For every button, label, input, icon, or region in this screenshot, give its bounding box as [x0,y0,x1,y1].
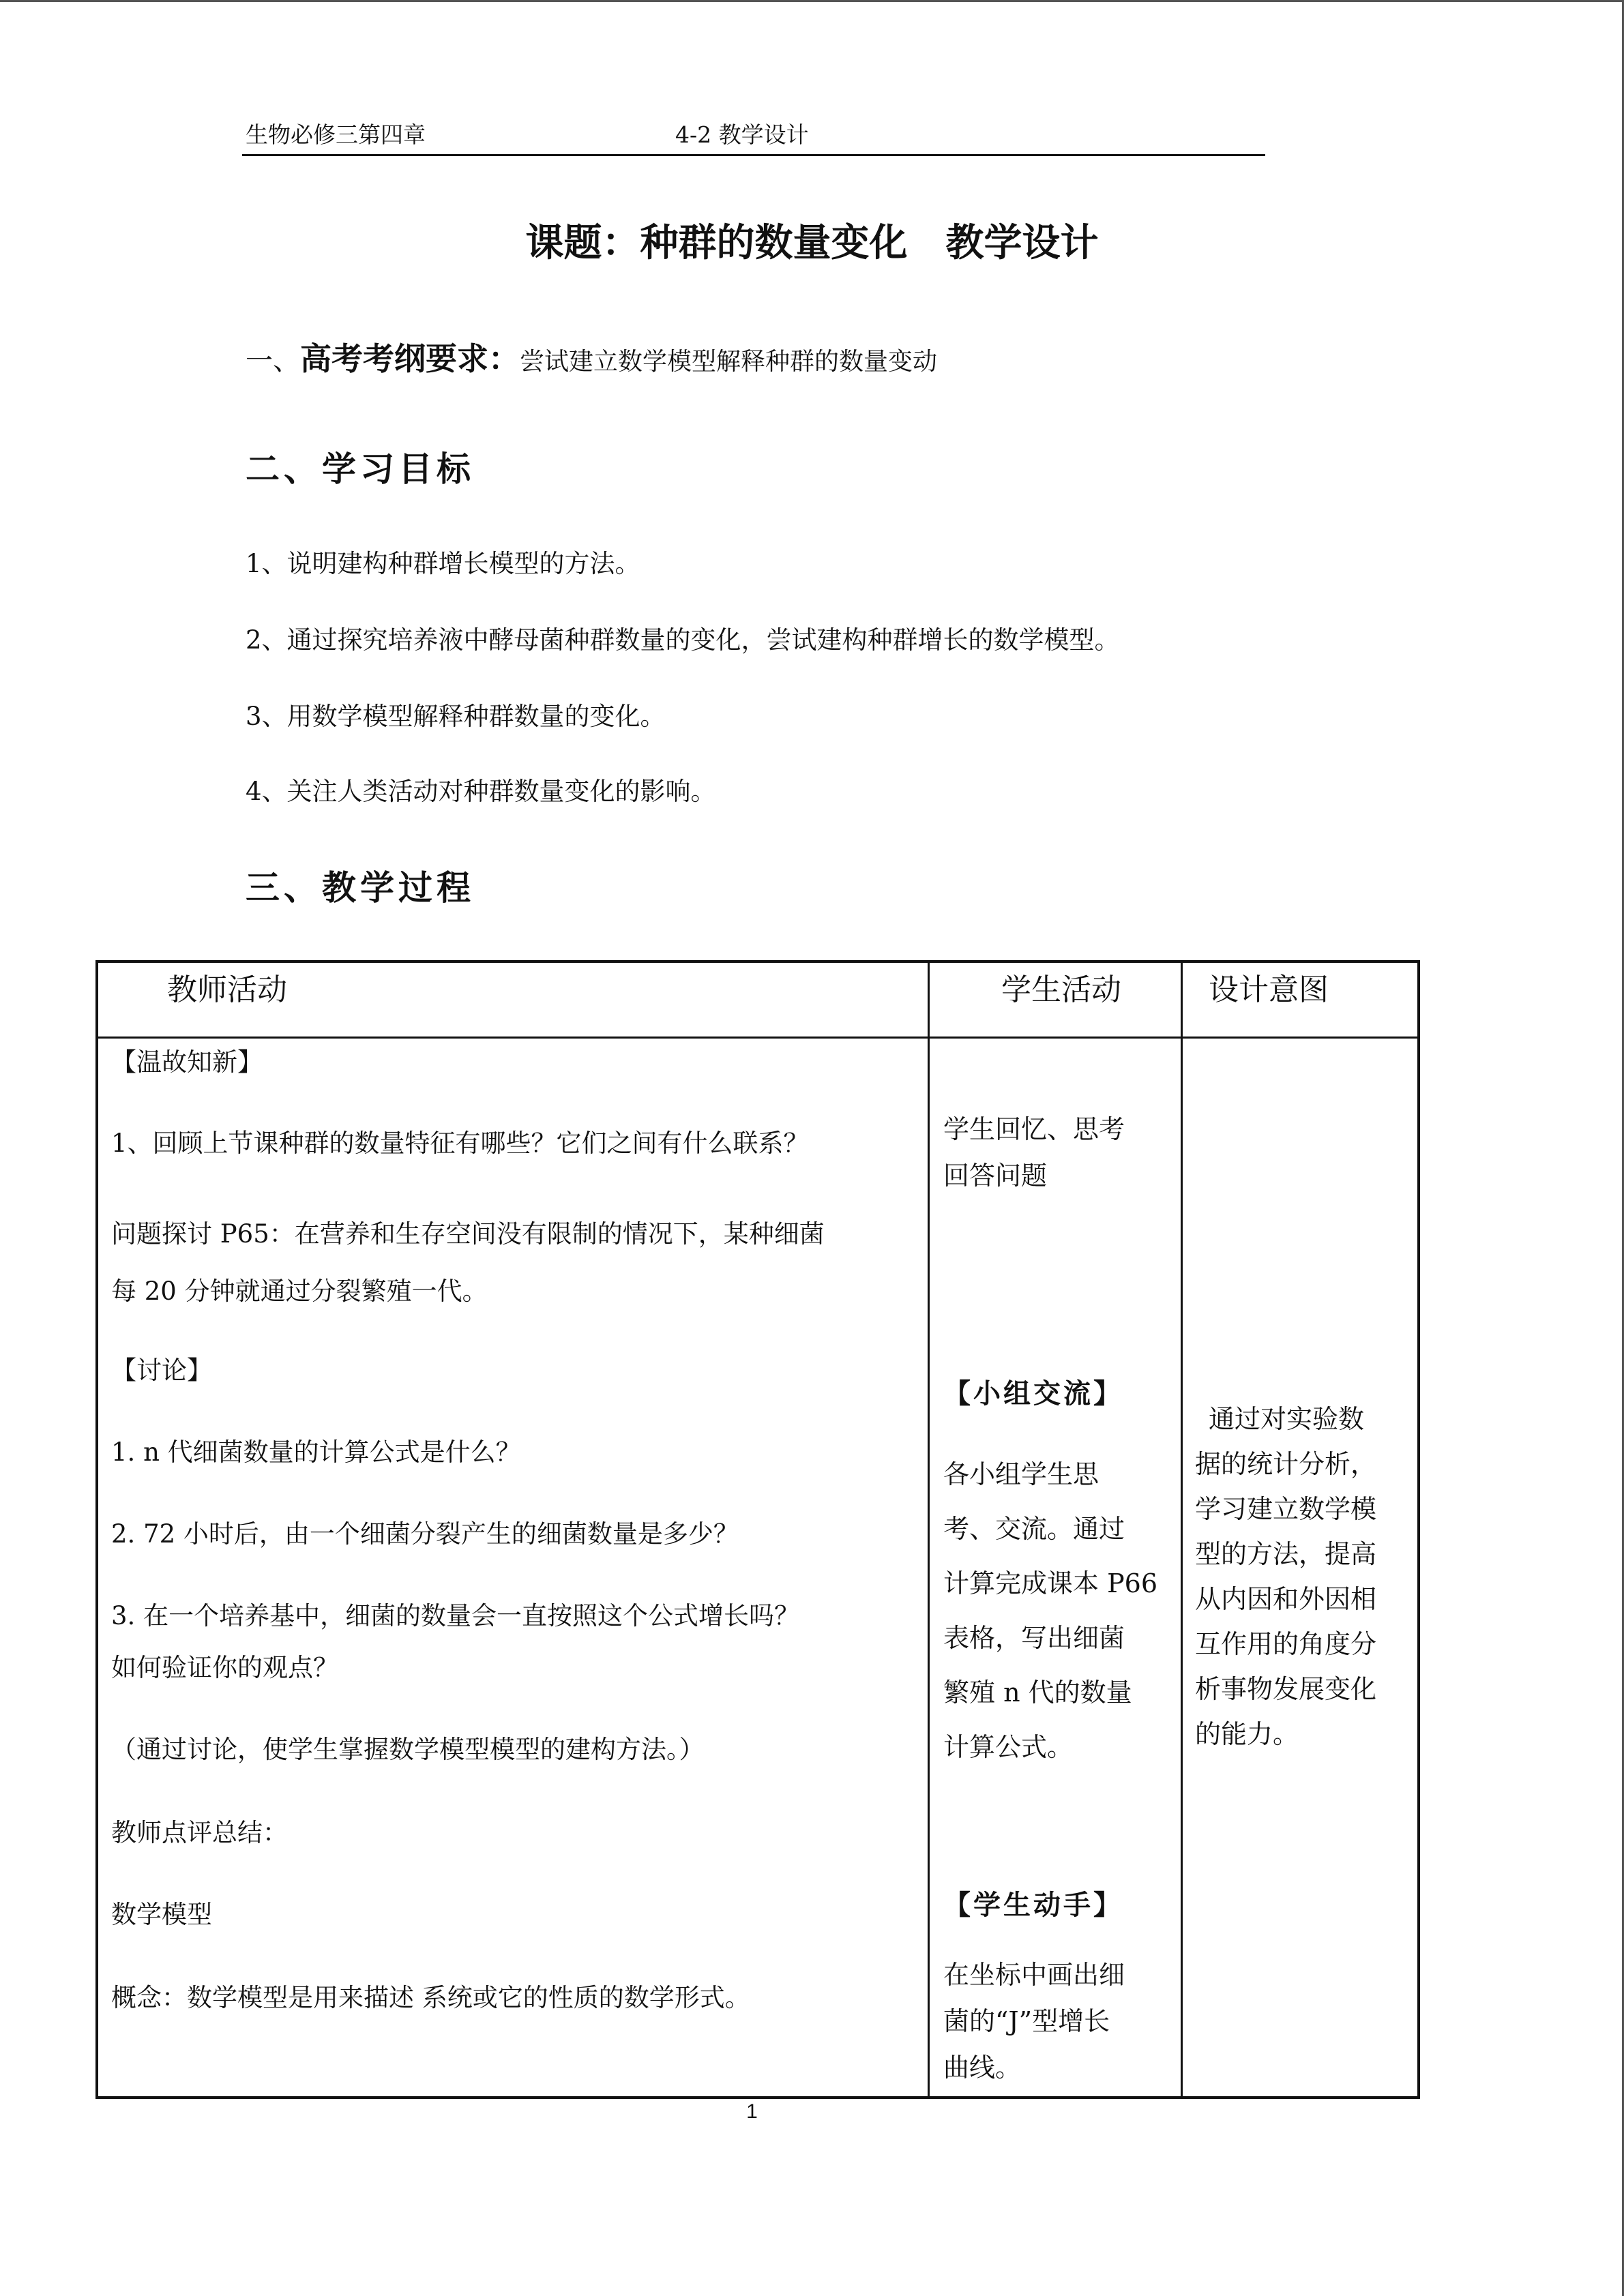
teacher-line: （通过讨论，使学生掌握数学模型模型的建构方法。） [111,1735,705,1764]
teacher-question-continued: 如何验证你的观点？ [111,1653,338,1682]
teacher-line: 每 20 分钟就通过分裂繁殖一代。 [111,1277,488,1306]
design-intent-line: 学习建立数学模 [1195,1494,1377,1524]
design-intent-line: 型的方法，提高 [1195,1539,1377,1569]
teacher-line: 数学模型 [111,1900,212,1929]
teacher-review-title: 【温故知新】 [111,1047,263,1077]
header-rule [242,154,1265,156]
goal-item: 3、用数学模型解释种群数量的变化。 [246,702,666,731]
column-header-student: 学生活动 [1001,972,1121,1007]
student-group-line: 计算完成课本 P66 [943,1568,1158,1598]
goal-item: 4、关注人类活动对种群数量变化的影响。 [246,777,716,806]
design-intent-line: 析事物发展变化 [1195,1674,1377,1704]
page-border-top [0,0,1624,2]
section1-label: 高考考纲要求： [300,340,520,377]
teacher-question: 2. 72 小时后，由一个细菌分裂产生的细菌数量是多少？ [111,1519,739,1549]
student-hands-text [943,1952,1125,2091]
design-intent-line: 的能力。 [1195,1719,1299,1749]
goal-item: 1、说明建构种群增长模型的方法。 [246,549,640,578]
student-group-title: 【小组交流】 [943,1377,1123,1410]
student-recall-line: 学生回忆、思考 [943,1114,1125,1144]
section3-heading: 三、教学过程 [246,867,475,908]
student-hands-title: 【学生动手】 [943,1889,1123,1921]
teacher-discussion-title: 【讨论】 [111,1356,212,1385]
document-title: 课题：种群的数量变化 教学设计 [525,220,1099,265]
table-header-divider [98,1037,1417,1039]
design-intent-text [1195,1397,1406,1757]
header-doc-label: 4-2 教学设计 [675,121,809,148]
header-chapter: 生物必修三第四章 [246,121,426,148]
table-column-divider [1181,963,1183,2096]
table-column-divider [928,963,930,2096]
teacher-line: 问题探讨 P65：在营养和生存空间没有限制的情况下，某种细菌 [111,1219,825,1249]
section1-text: 尝试建立数学模型解释种群的数量变动 [520,348,938,376]
student-group-line: 计算公式。 [943,1732,1074,1762]
section2-heading: 二、学习目标 [246,449,475,489]
goal-item: 2、通过探究培养液中酵母菌种群数量的变化，尝试建构种群增长的数学模型。 [246,625,1120,655]
teacher-line: 概念：数学模型是用来描述 系统或它的性质的数学形式。 [111,1983,750,2012]
student-hands-line: 菌的“J”型增长 [943,2006,1110,2036]
student-recall-text [943,1106,1125,1199]
teacher-line: 教师点评总结： [111,1818,288,1847]
teacher-question: 3. 在一个培养基中，细菌的数量会一直按照这个公式增长吗？ [111,1601,800,1630]
student-group-text [943,1447,1157,1774]
design-intent-line: 互作用的角度分 [1195,1629,1377,1659]
page-number: 1 [746,2100,758,2123]
student-group-line: 各小组学生思 [943,1459,1099,1489]
student-recall-line: 回答问题 [943,1161,1048,1191]
column-header-intent: 设计意图 [1209,972,1329,1007]
student-hands-line: 在坐标中画出细 [943,1960,1125,1990]
student-hands-line: 曲线。 [943,2053,1022,2083]
design-intent-line: 从内因和外因相 [1195,1584,1377,1614]
column-header-teacher: 教师活动 [167,972,287,1007]
design-intent-line: 通过对实验数 [1209,1404,1365,1434]
section1-exam-requirements [246,334,937,379]
student-group-line: 考、交流。通过 [943,1514,1125,1544]
teacher-line: 1、回顾上节课种群的数量特征有哪些？它们之间有什么联系？ [111,1129,809,1158]
design-intent-line: 据的统计分析， [1195,1449,1377,1479]
student-group-line: 表格，写出细菌 [943,1623,1125,1653]
student-group-line: 繁殖 n 代的数量 [943,1678,1132,1708]
section1-number: 一、 [246,345,300,376]
teacher-question: 1. n 代细菌数量的计算公式是什么？ [111,1437,521,1467]
